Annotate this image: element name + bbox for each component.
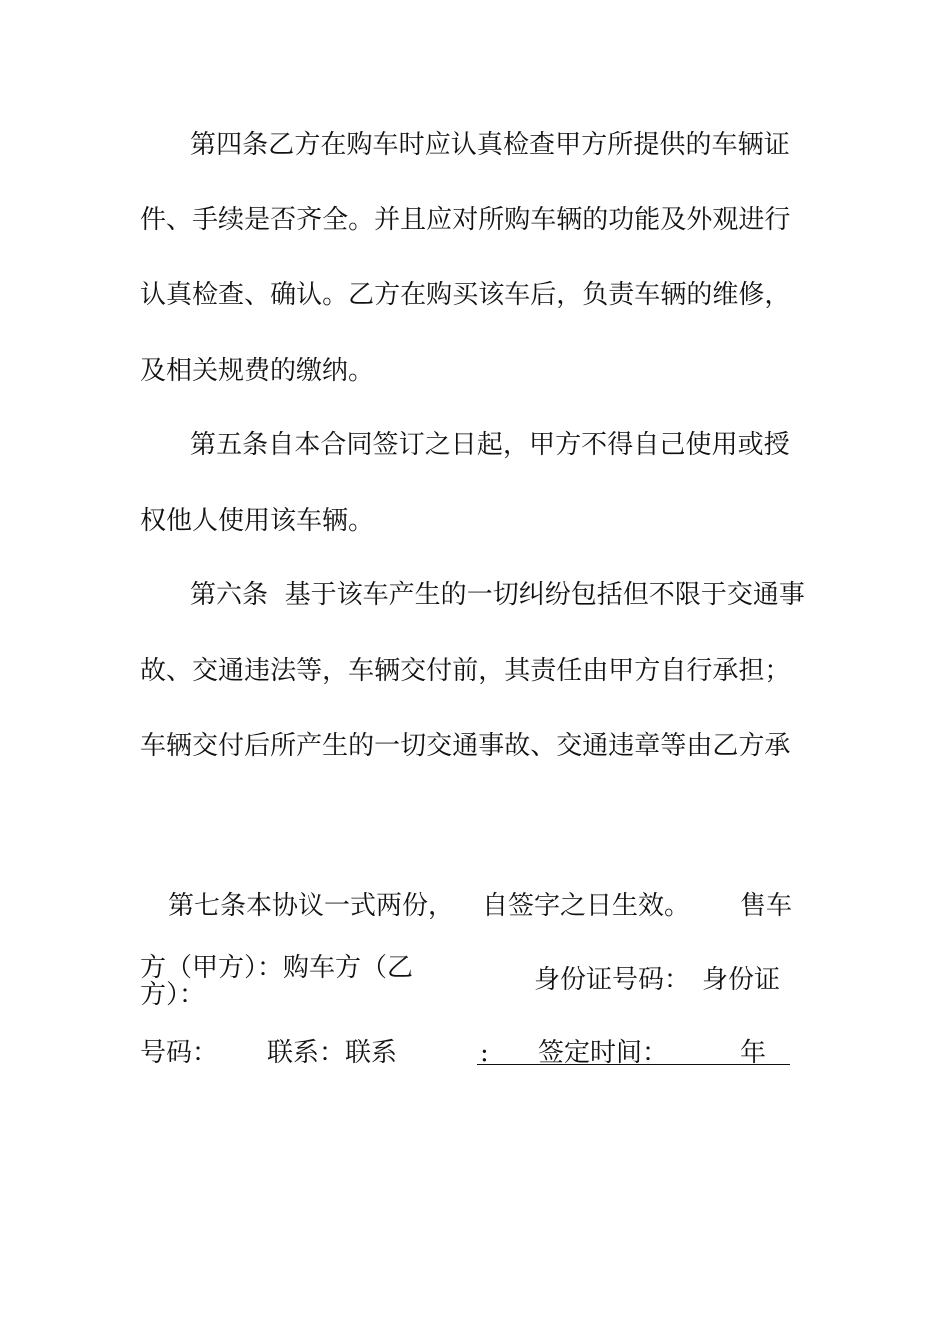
text-glyph: 前 xyxy=(452,656,479,686)
text-glyph: 应 xyxy=(426,205,453,235)
text-glyph: 维 xyxy=(712,280,739,310)
text-glyph: 修 xyxy=(738,280,765,310)
text-glyph: 基 xyxy=(284,580,311,610)
text-glyph: 车 xyxy=(348,656,375,686)
text-glyph: 全 xyxy=(322,205,349,235)
text-glyph: 认 xyxy=(450,130,477,160)
text-glyph: 辆 xyxy=(374,656,401,686)
text-glyph: 交 xyxy=(192,731,219,761)
text-glyph: 车 xyxy=(140,731,167,761)
text-glyph: 故 xyxy=(504,731,531,761)
text-glyph: 于 xyxy=(310,580,337,610)
text-glyph: 通 xyxy=(582,731,609,761)
text-glyph: 方 xyxy=(555,430,582,460)
text-glyph: ， xyxy=(556,280,583,310)
text-glyph: 车 xyxy=(504,280,531,310)
text-glyph: 、 xyxy=(244,280,271,310)
article6-line1 xyxy=(190,580,805,610)
text-glyph: 不 xyxy=(648,580,675,610)
text-glyph: 违 xyxy=(608,731,635,761)
text-glyph: 、 xyxy=(166,656,193,686)
text-glyph: 得 xyxy=(607,430,634,460)
text-glyph: 方 xyxy=(294,130,321,160)
text-glyph: 购 xyxy=(346,130,373,160)
text-glyph: 及 xyxy=(660,205,687,235)
text-glyph: 日 xyxy=(450,430,477,460)
text-glyph: 该 xyxy=(336,580,363,610)
text-glyph: 查 xyxy=(529,130,556,160)
text-glyph: 是 xyxy=(244,205,271,235)
text-glyph: 担 xyxy=(738,656,765,686)
text-glyph: 的 xyxy=(348,731,375,761)
text-glyph: 交 xyxy=(726,580,753,610)
article4-line4: 及相关规费的缴纳。 xyxy=(140,356,375,386)
text-glyph: 行 xyxy=(764,205,791,235)
effective-text: 自签字之日生效。 xyxy=(482,891,691,921)
text-glyph: 由 xyxy=(582,656,609,686)
text-glyph: 但 xyxy=(622,580,649,610)
article4-line1 xyxy=(190,130,790,160)
text-glyph: 切 xyxy=(492,580,519,610)
text-glyph: 认 xyxy=(140,280,167,310)
text-glyph: 括 xyxy=(596,580,623,610)
text-glyph: 付 xyxy=(218,731,245,761)
text-glyph: 齐 xyxy=(296,205,323,235)
text-glyph: 乙 xyxy=(268,130,295,160)
text-glyph: 产 xyxy=(388,580,415,610)
text-glyph: 使 xyxy=(685,430,712,460)
text-glyph: 、 xyxy=(530,731,557,761)
text-glyph: 辆 xyxy=(556,205,583,235)
text-glyph: ， xyxy=(478,656,505,686)
text-glyph: 方 xyxy=(738,731,765,761)
text-glyph: 责 xyxy=(608,280,635,310)
article5-line1 xyxy=(190,430,790,460)
text-glyph: 承 xyxy=(712,656,739,686)
text-glyph: 功 xyxy=(608,205,635,235)
id-number-label-2: 身份证 xyxy=(702,965,781,995)
text-glyph: 后 xyxy=(244,731,271,761)
article4-line3 xyxy=(140,280,790,310)
text-glyph: 交 xyxy=(556,731,583,761)
text-glyph: 于 xyxy=(700,580,727,610)
text-glyph: 事 xyxy=(478,731,505,761)
text-glyph: 真 xyxy=(476,130,503,160)
id-number-label-1: 身份证号码： xyxy=(534,965,691,995)
text-glyph: 其 xyxy=(504,656,531,686)
text-glyph: 提 xyxy=(633,130,660,160)
text-glyph: 观 xyxy=(712,205,739,235)
text-glyph: 确 xyxy=(270,280,297,310)
text-glyph: 交 xyxy=(426,731,453,761)
seller-label-start: 售车 xyxy=(740,891,793,921)
text-glyph: 车 xyxy=(711,130,738,160)
text-glyph: 所 xyxy=(270,731,297,761)
text-glyph: 甲 xyxy=(608,656,635,686)
text-glyph: 签 xyxy=(372,430,399,460)
text-glyph: 条 xyxy=(242,430,269,460)
seller-party-label: 方（甲方）：购车方（乙 xyxy=(140,953,414,983)
text-glyph: 件 xyxy=(140,205,167,235)
signature-underline xyxy=(477,1064,790,1065)
text-glyph: 方 xyxy=(581,130,608,160)
text-glyph: 之 xyxy=(424,430,451,460)
text-glyph: 检 xyxy=(192,280,219,310)
text-glyph: 自 xyxy=(633,430,660,460)
text-glyph: 自 xyxy=(268,430,295,460)
text-glyph: 真 xyxy=(166,280,193,310)
text-glyph: ， xyxy=(764,280,791,310)
text-glyph: ； xyxy=(764,656,791,686)
text-glyph: 车 xyxy=(530,205,557,235)
text-glyph: 一 xyxy=(374,731,401,761)
text-glyph: 同 xyxy=(346,430,373,460)
text-glyph: 认 xyxy=(296,280,323,310)
text-glyph: 违 xyxy=(244,656,271,686)
text-glyph xyxy=(276,580,284,610)
text-glyph: 行 xyxy=(686,656,713,686)
text-glyph: 、 xyxy=(166,205,193,235)
text-glyph: 所 xyxy=(607,130,634,160)
text-glyph: 方 xyxy=(374,280,401,310)
text-glyph: 条 xyxy=(242,130,269,160)
text-glyph: 订 xyxy=(398,430,425,460)
sign-date-label: 签定时间： xyxy=(538,1038,669,1068)
text-glyph: 的 xyxy=(685,130,712,160)
text-glyph: 供 xyxy=(659,130,686,160)
text-glyph: 续 xyxy=(218,205,245,235)
text-glyph: ， xyxy=(322,656,349,686)
text-glyph: 等 xyxy=(296,656,323,686)
text-glyph: 纷 xyxy=(544,580,571,610)
text-glyph: 辆 xyxy=(660,280,687,310)
text-glyph: 等 xyxy=(660,731,687,761)
year-label: 年 xyxy=(740,1038,767,1068)
contact-label: 联系：联系 xyxy=(267,1038,398,1068)
text-glyph: 第 xyxy=(190,580,217,610)
text-glyph: 责 xyxy=(530,656,557,686)
text-glyph: 乙 xyxy=(712,731,739,761)
text-glyph: 承 xyxy=(764,731,791,761)
text-glyph: 不 xyxy=(581,430,608,460)
text-glyph: 五 xyxy=(216,430,243,460)
text-glyph: 该 xyxy=(478,280,505,310)
text-glyph: 通 xyxy=(752,580,779,610)
text-glyph xyxy=(268,580,276,610)
text-glyph: 方 xyxy=(634,656,661,686)
text-glyph: 应 xyxy=(424,130,451,160)
text-glyph: 在 xyxy=(400,280,427,310)
text-glyph: 查 xyxy=(218,280,245,310)
text-glyph: 用 xyxy=(711,430,738,460)
text-glyph: 本 xyxy=(294,430,321,460)
text-glyph: 检 xyxy=(502,130,529,160)
text-glyph: 通 xyxy=(218,656,245,686)
text-glyph: 切 xyxy=(400,731,427,761)
text-glyph: 甲 xyxy=(529,430,556,460)
text-glyph: 交 xyxy=(400,656,427,686)
text-glyph: 并 xyxy=(374,205,401,235)
text-glyph: 交 xyxy=(192,656,219,686)
text-glyph: 通 xyxy=(452,731,479,761)
text-glyph: 包 xyxy=(570,580,597,610)
text-glyph: 。 xyxy=(348,205,375,235)
text-glyph: 生 xyxy=(322,731,349,761)
text-glyph: 负 xyxy=(582,280,609,310)
text-glyph: 限 xyxy=(674,580,701,610)
text-glyph: 第 xyxy=(190,130,217,160)
text-glyph: 付 xyxy=(426,656,453,686)
text-glyph: 时 xyxy=(398,130,425,160)
text-glyph: 法 xyxy=(270,656,297,686)
text-glyph: 六 xyxy=(216,580,243,610)
text-glyph: 手 xyxy=(192,205,219,235)
text-glyph: 生 xyxy=(414,580,441,610)
colon-mark: : xyxy=(480,1038,489,1068)
text-glyph: 且 xyxy=(400,205,427,235)
text-glyph: 产 xyxy=(296,731,323,761)
text-glyph: 自 xyxy=(660,656,687,686)
text-glyph: 一 xyxy=(466,580,493,610)
buyer-party-label-end: 方）： xyxy=(140,980,206,1010)
text-glyph: 外 xyxy=(686,205,713,235)
text-glyph: 的 xyxy=(686,280,713,310)
text-glyph: 事 xyxy=(778,580,805,610)
text-glyph: 甲 xyxy=(555,130,582,160)
text-glyph: 能 xyxy=(634,205,661,235)
number-label: 号码： xyxy=(140,1038,219,1068)
text-glyph: ， xyxy=(502,430,529,460)
text-glyph: 辆 xyxy=(166,731,193,761)
text-glyph: 章 xyxy=(634,731,661,761)
text-glyph: 辆 xyxy=(737,130,764,160)
text-glyph: 纠 xyxy=(518,580,545,610)
text-glyph: 对 xyxy=(452,205,479,235)
text-glyph: 进 xyxy=(738,205,765,235)
text-glyph: 购 xyxy=(504,205,531,235)
text-glyph: 合 xyxy=(320,430,347,460)
text-glyph: 起 xyxy=(476,430,503,460)
article4-line2 xyxy=(140,205,790,235)
text-glyph: 乙 xyxy=(348,280,375,310)
text-glyph: 车 xyxy=(634,280,661,310)
text-glyph: 故 xyxy=(140,656,167,686)
article6-line2 xyxy=(140,656,790,686)
text-glyph: 任 xyxy=(556,656,583,686)
article7-text: 第七条本协议一式两份， xyxy=(168,891,455,921)
text-glyph: 在 xyxy=(320,130,347,160)
text-glyph: 车 xyxy=(372,130,399,160)
text-glyph: 购 xyxy=(426,280,453,310)
article6-line3 xyxy=(140,731,791,761)
text-glyph: 否 xyxy=(270,205,297,235)
article5-line2: 权他人使用该车辆。 xyxy=(140,506,375,536)
text-glyph: 。 xyxy=(322,280,349,310)
text-glyph: 买 xyxy=(452,280,479,310)
text-glyph: 后 xyxy=(530,280,557,310)
text-glyph: 车 xyxy=(362,580,389,610)
text-glyph: 己 xyxy=(659,430,686,460)
text-glyph: 或 xyxy=(737,430,764,460)
text-glyph: 条 xyxy=(242,580,269,610)
text-glyph: 的 xyxy=(440,580,467,610)
text-glyph: 的 xyxy=(582,205,609,235)
text-glyph: 第 xyxy=(190,430,217,460)
text-glyph: 授 xyxy=(763,430,790,460)
text-glyph: 证 xyxy=(763,130,790,160)
text-glyph: 所 xyxy=(478,205,505,235)
text-glyph: 由 xyxy=(686,731,713,761)
text-glyph: 四 xyxy=(216,130,243,160)
